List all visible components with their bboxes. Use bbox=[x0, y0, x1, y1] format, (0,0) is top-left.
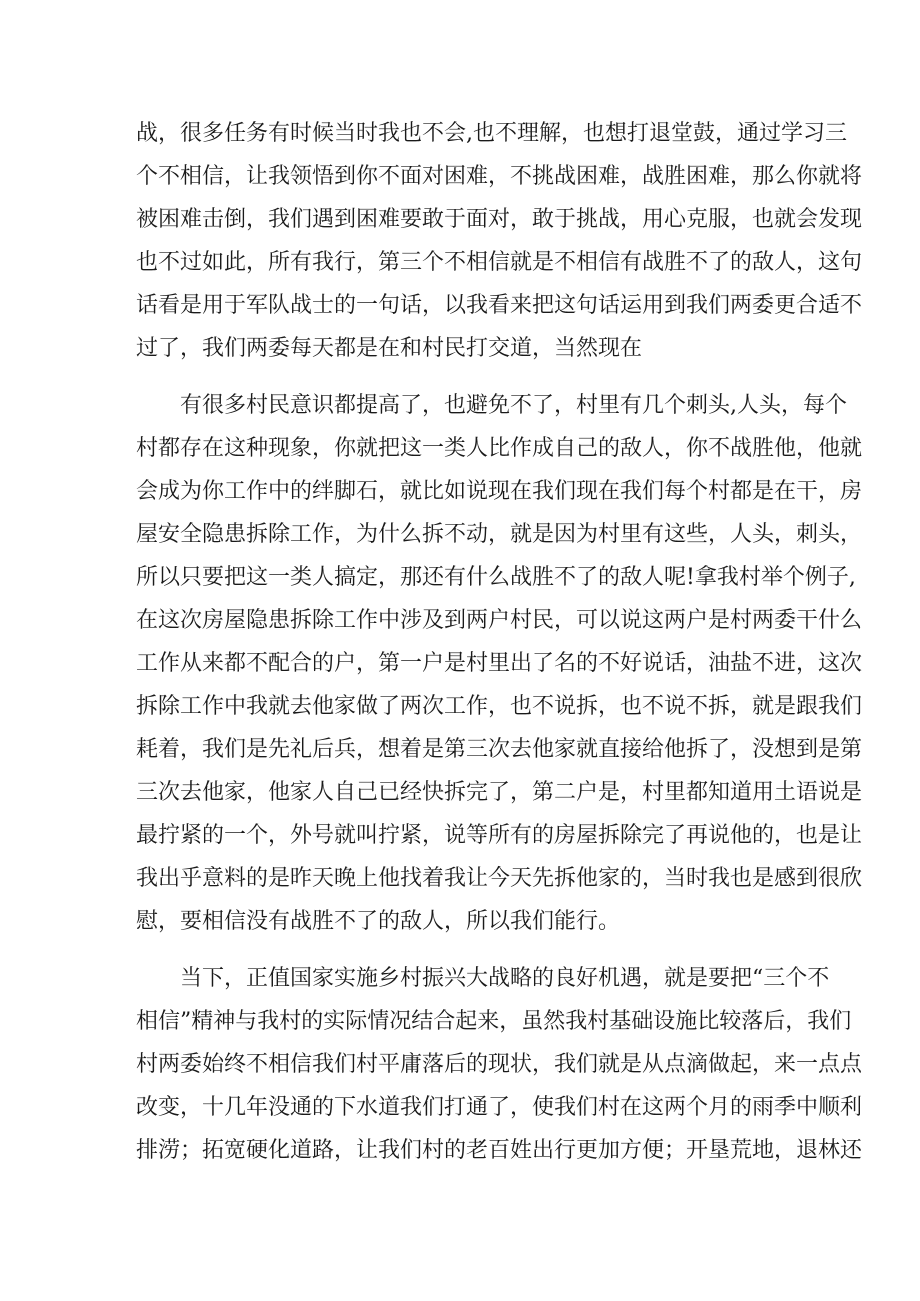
paragraph-2-line-9: 耗着，我们是先礼后兵，想着是第三次去他家就直接给他拆了，没想到是第 bbox=[136, 737, 863, 762]
paragraph-3-line-4: 改变，十几年没通的下水道我们打通了，使我们村在这两个月的雨季中顺利 bbox=[136, 1095, 863, 1120]
paragraph-2-line-7: 工作从来都不配合的户，第一户是村里出了名的不好说话，油盐不进，这次 bbox=[136, 651, 863, 676]
paragraph-1-line-1: 战，很多任务有时候当时我也不会,也不理解，也想打退堂鼓，通过学习三 bbox=[136, 121, 847, 146]
paragraph-1-line-5: 话看是用于军队战士的一句话，以我看来把这句话运用到我们两委更合适不 bbox=[136, 293, 863, 318]
paragraph-3-line-3: 村两委始终不相信我们村平庸落后的现状，我们就是从点滴做起，来一点点 bbox=[136, 1052, 863, 1077]
paragraph-2-line-11: 最拧紧的一个，外号就叫拧紧，说等所有的房屋拆除完了再说他的，也是让 bbox=[136, 823, 863, 848]
paragraph-2-line-3: 会成为你工作中的绊脚石，就比如说现在我们现在我们每个村都是在干，房 bbox=[136, 479, 863, 504]
paragraph-2-line-5: 所以只要把这一类人搞定，那还有什么战胜不了的敌人呢!拿我村举个例子, bbox=[136, 565, 856, 590]
paragraph-1-line-6: 过了，我们两委每天都是在和村民打交道，当然现在 bbox=[136, 336, 643, 361]
paragraph-1-line-4: 也不过如此，所有我行，第三个不相信就是不相信有战胜不了的敌人，这句 bbox=[136, 250, 863, 275]
paragraph-2-line-6: 在这次房屋隐患拆除工作中涉及到两户村民，可以说这两户是村两委干什么 bbox=[136, 608, 863, 633]
paragraph-3-line-2: 相信”精神与我村的实际情况结合起来，虽然我村基础设施比较落后，我们 bbox=[136, 1009, 852, 1034]
paragraph-2-line-2: 村都存在这种现象，你就把这一类人比作成自己的敌人，你不战胜他，他就 bbox=[136, 436, 863, 461]
paragraph-1-line-2: 个不相信，让我领悟到你不面对困难，不挑战困难，战胜困难，那么你就将 bbox=[136, 164, 863, 189]
paragraph-3-line-1: 当下，正值国家实施乡村振兴大战略的良好机遇，就是要把“三个不 bbox=[180, 966, 830, 991]
paragraph-2-line-4: 屋安全隐患拆除工作，为什么拆不动，就是因为村里有这些，人头，刺头， bbox=[136, 522, 863, 547]
paragraph-2-line-8: 拆除工作中我就去他家做了两次工作，也不说拆，也不说不拆，就是跟我们 bbox=[136, 694, 863, 719]
paragraph-2-line-10: 三次去他家，他家人自己已经快拆完了，第二户是，村里都知道用土语说是 bbox=[136, 780, 863, 805]
paragraph-2-line-13: 慰，要相信没有战胜不了的敌人，所以我们能行。 bbox=[136, 909, 621, 934]
paragraph-1-line-3: 被困难击倒，我们遇到困难要敢于面对，敢于挑战，用心克服，也就会发现 bbox=[136, 207, 863, 232]
paragraph-2-line-12: 我出乎意料的是昨天晚上他找着我让今天先拆他家的，当时我也是感到很欣 bbox=[136, 866, 863, 891]
paragraph-2-line-1: 有很多村民意识都提高了，也避免不了，村里有几个刺头,人头，每个 bbox=[180, 393, 847, 418]
paragraph-3-line-5: 排涝；拓宽硬化道路，让我们村的老百姓出行更加方便；开垦荒地，退林还 bbox=[136, 1138, 863, 1163]
